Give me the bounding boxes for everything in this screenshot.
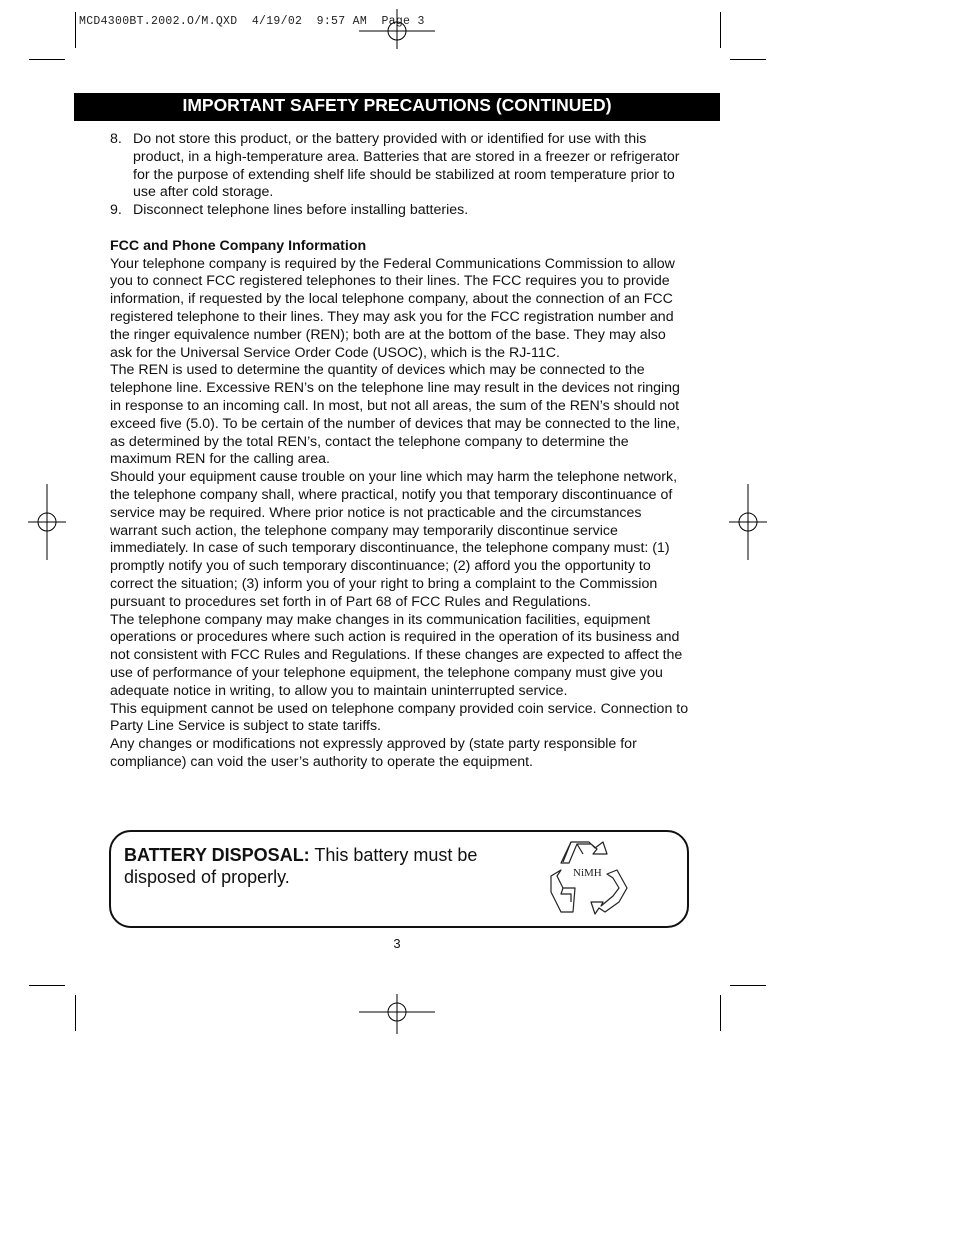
section-heading: FCC and Phone Company Information (110, 237, 367, 254)
main-content (110, 131, 690, 772)
crop-mark (720, 12, 721, 48)
registration-mark (729, 484, 767, 560)
paragraph: This equipment cannot be used on telephone company provided coin service. Connection to Party Line Service is subject to state tariffs. (110, 700, 689, 735)
battery-disposal-message: This battery must be disposed of properly. (124, 845, 478, 887)
crop-mark (75, 995, 76, 1031)
list-item-number: 8. (110, 131, 122, 147)
section-banner: IMPORTANT SAFETY PRECAUTIONS (CONTINUED) (74, 93, 720, 121)
print-slug: MCD4300BT.2002.O/M.QXD 4/19/02 9:57 AM Page 3 (79, 15, 425, 28)
list-item-text: Do not store this product, or the battery provided with or identified for use with this product, in a high-temperature area. Batteries that are stored in a freezer or refrigerator for the purpose of extending shelf life should be stabilized at room temperature prior to use after cold storage. (133, 131, 680, 201)
recycle-label: NiMH (573, 867, 602, 879)
page-number: 3 (393, 936, 401, 951)
paragraph: Any changes or modifications not expressly approved by (state party responsible for compliance) can void the user’s authority to operate the equipment. (110, 736, 637, 770)
list-item-number: 9. (110, 202, 122, 219)
crop-mark (730, 59, 766, 60)
registration-mark (28, 484, 66, 560)
battery-disposal-box (109, 830, 689, 928)
paragraph: The REN is used to determine the quantity of devices which may be connected to the telephone line. Excessive REN’s on the telephone line may result in the devices not ringing in response to an incoming call. In most, but not all areas, the sum of the REN’s should not exceed five (5.0). To be certain of the number of devices that may be connected to the line, as determined by the total REN’s, contact the telephone company to determine the maximum REN for the calling area. (110, 362, 680, 468)
crop-mark (29, 59, 65, 60)
paragraph: Your telephone company is required by the Federal Communications Commission to allow you to connect FCC registered telephones to their lines. The FCC requires you to provide information, if requested by the local telephone company, about the connection of an FCC registered telephone to their lines. They may ask you for the FCC registration number and the ringer equivalence number (REN); both are at the bottom of the base. They may also ask for the Universal Service Order Code (USOC), which is the RJ-11C. (110, 255, 675, 361)
battery-disposal-label: BATTERY DISPOSAL: (124, 845, 310, 865)
paragraph: The telephone company may make changes in its communication facilities, equipment operations or procedures where such action is required in the operation of its business and not consistent with FCC Rules and Regulations. If these changes are expected to affect the use of performance of your telephone equipment, the telephone company must give you adequate notice in writing, to allow you to maintain uninterrupted service. (110, 611, 683, 699)
recycle-icon (547, 836, 633, 920)
crop-mark (730, 985, 766, 986)
crop-mark (75, 12, 76, 48)
paragraph: Should your equipment cause trouble on your line which may harm the telephone network, the telephone company shall, where practical, notify you that temporary discontinuance of service may be required. Where prior notice is not practicable and the circumstances warrant such action, the telephone company may temporarily discontinue service immediately. In case of such temporary discontinuance, the telephone company must: (1) promptly notify you of such temporary discontinuance; (2) afford you the opportunity to correct the situation; (3) inform you of your right to bring a complaint to the Commission pursuant to procedures set forth in of Part 68 of FCC Rules and Regulations. (110, 469, 678, 610)
battery-disposal-text (124, 844, 524, 888)
list-item (110, 202, 690, 220)
list-item-text: Disconnect telephone lines before installing batteries. (133, 202, 469, 219)
list-item (110, 131, 690, 202)
registration-mark (359, 994, 435, 1034)
crop-mark (29, 985, 65, 986)
crop-mark (720, 995, 721, 1031)
registration-mark (359, 9, 435, 49)
